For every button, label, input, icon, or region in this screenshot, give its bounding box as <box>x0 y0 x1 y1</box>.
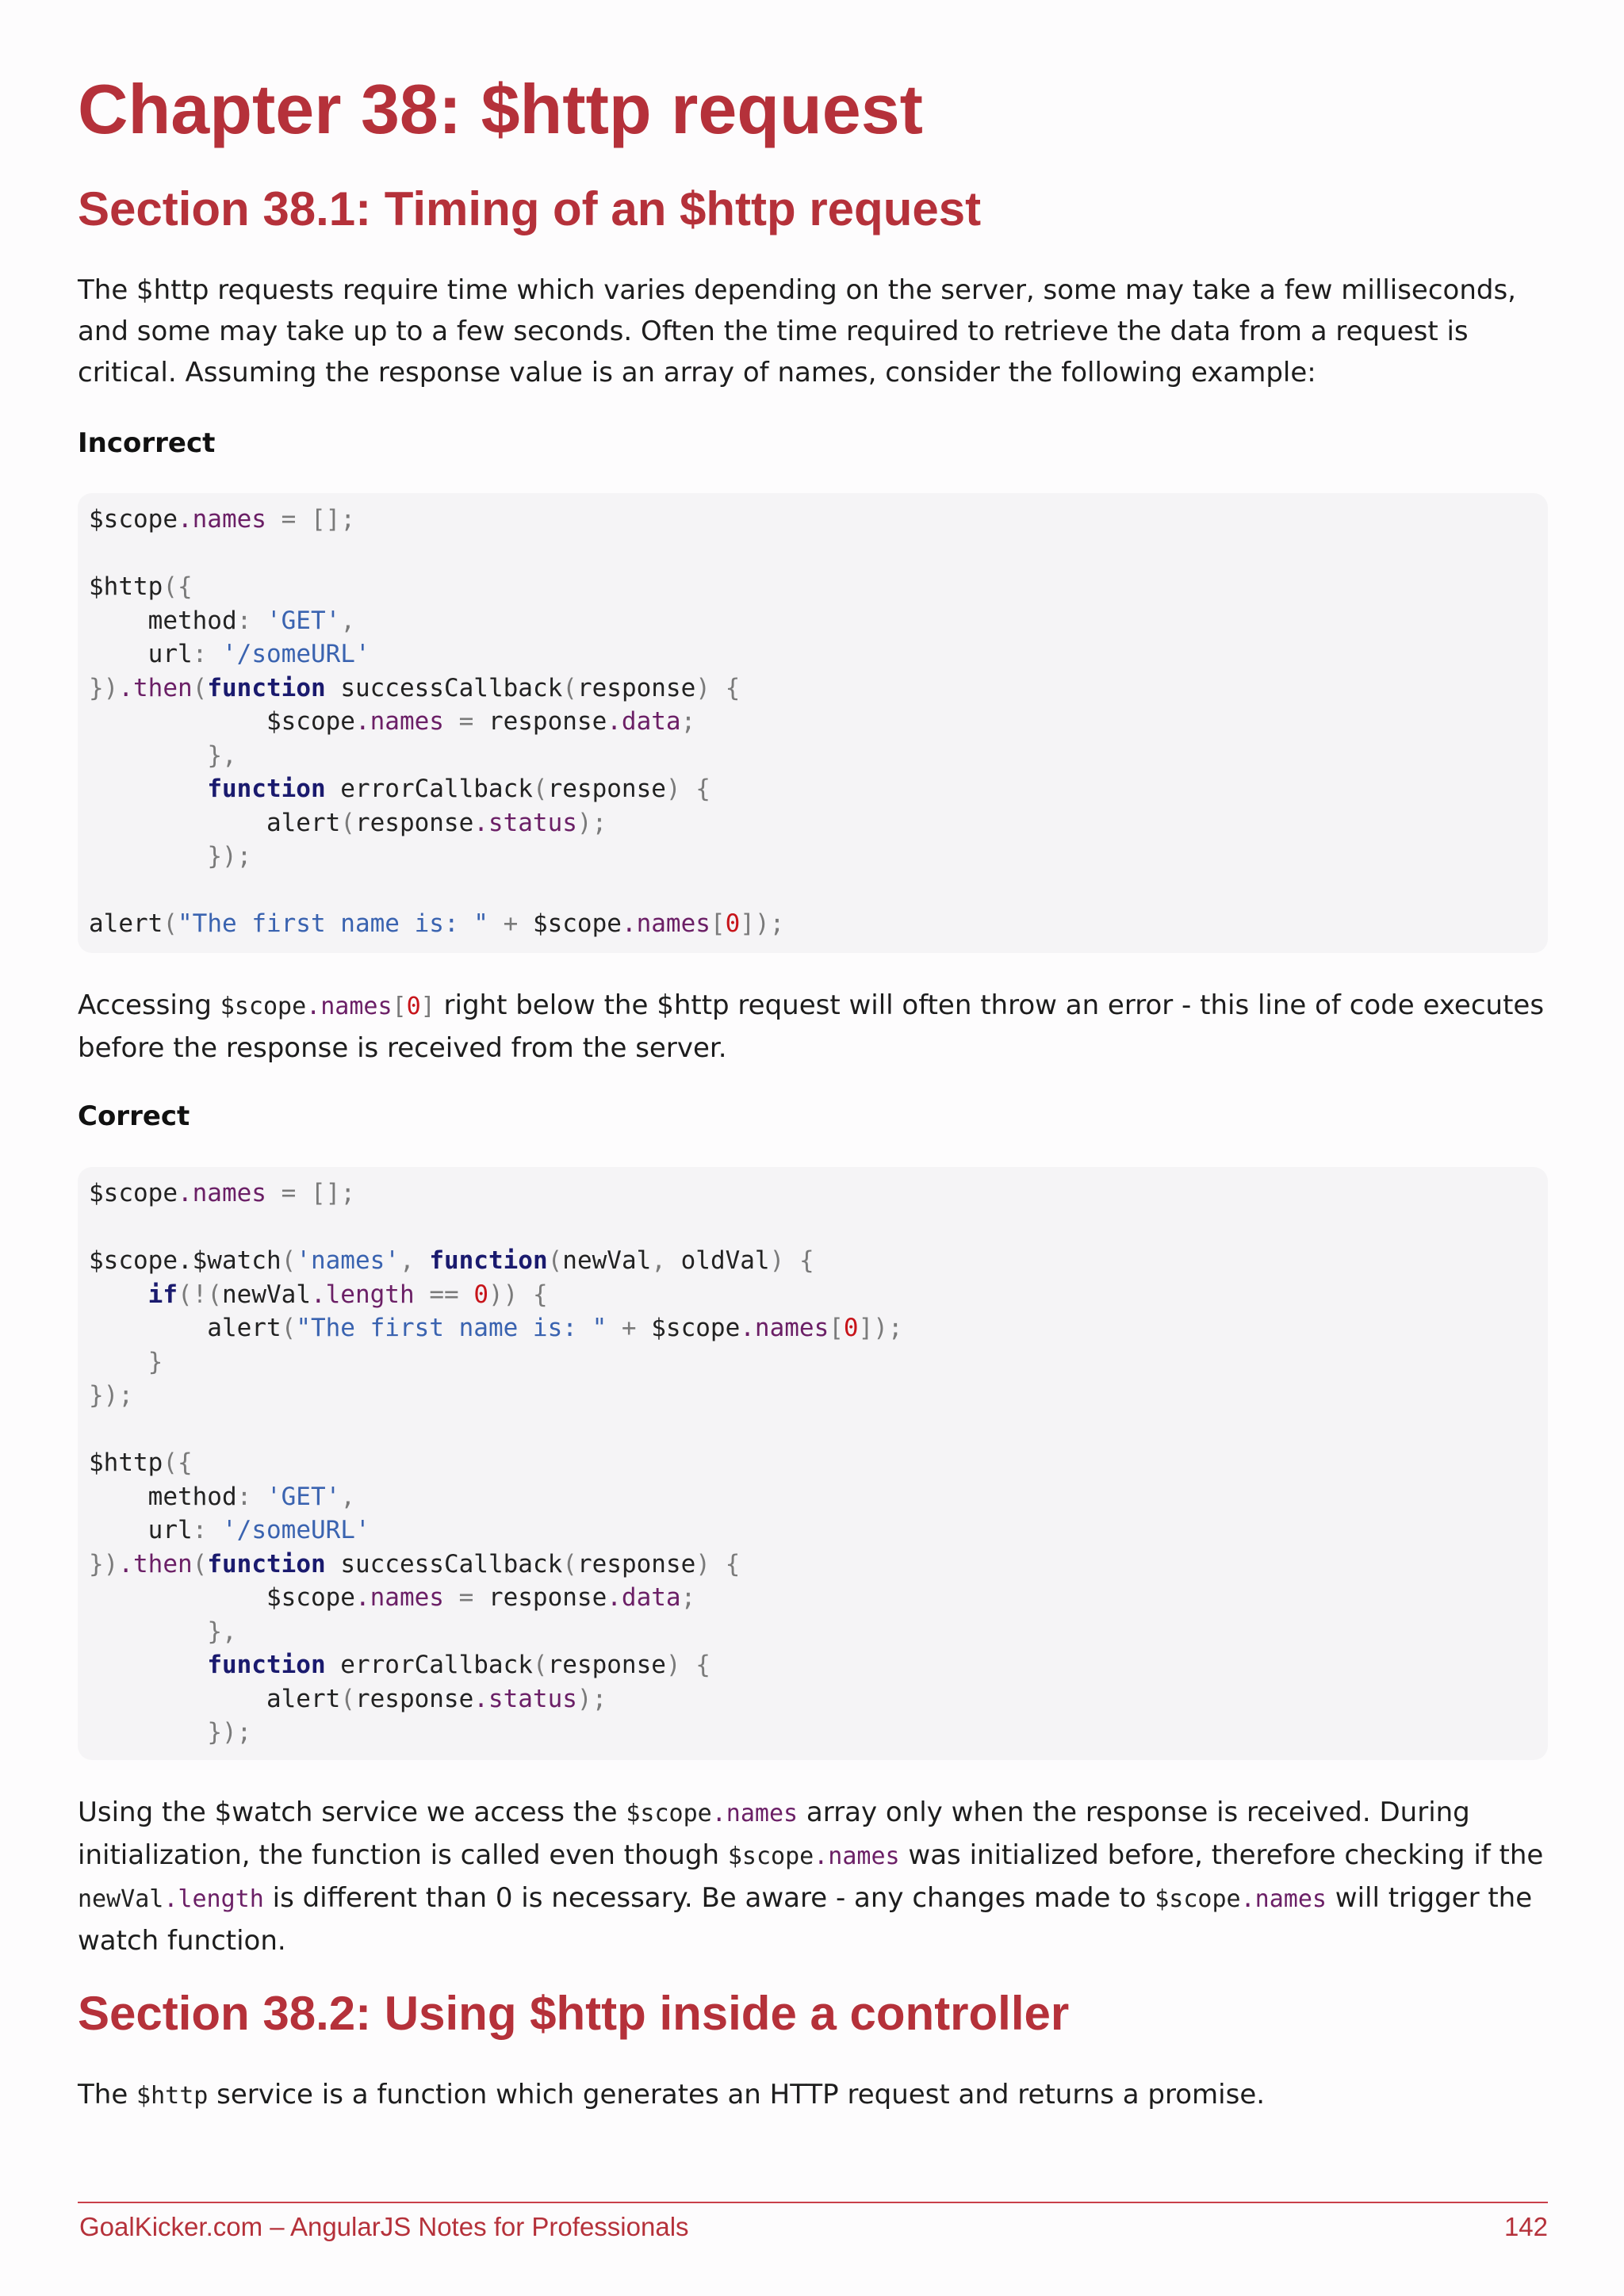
chapter-title: Chapter 38: $http request <box>78 70 923 148</box>
footer-source: GoalKicker.com – AngularJS Notes for Professionals <box>79 2212 689 2241</box>
inline-code-scope-names-0: $scope.names[0] <box>220 993 435 1020</box>
section-38-2-title: Section 38.2: Using $http inside a controller <box>78 1987 1070 2040</box>
inline-code-scope-names: $scope.names <box>1155 1885 1327 1913</box>
footer-divider <box>78 2202 1548 2203</box>
incorrect-label: Incorrect <box>78 427 216 459</box>
correct-code-block <box>78 1167 1548 1760</box>
inline-code-scope-names: $scope.names <box>626 1800 799 1827</box>
incorrect-code-block <box>78 493 1548 953</box>
section-38-1-title: Section 38.1: Timing of an $http request <box>78 182 982 235</box>
section-38-1-intro: The $http requests require time which varies depending on the server, some may take a few milliseconds, and some may take up to a few seconds. Often the time required to retrieve the data from a request is critical. Assuming the response value is an array of names, consider the following example: <box>78 274 1516 388</box>
correct-code: $scope.names = []; $scope.$watch('names', function(newVal, oldVal) { if(!(newVal.length == 0)) { alert("The first name is: " + $scope.names[0]); } }); $http({ method: 'GET', url: '/someURL' }).then(function successCallback(response) { $scope.names = response.data; }, function errorCallback(response) { alert(response.status); }); <box>89 1179 903 1747</box>
incorrect-code: $scope.names = []; $http({ method: 'GET', url: '/someURL' }).then(function successCallback(response) { $scope.names = response.data; }, function errorCallback(response) { alert(response.status); }); alert("The first name is: " + $scope.names[0]); <box>89 505 785 938</box>
section-38-2-intro: The $http service is a function which generates an HTTP request and returns a promise. <box>78 2079 1266 2110</box>
inline-code-newval-length: newVal.length <box>78 1885 264 1913</box>
correct-label: Correct <box>78 1100 190 1132</box>
after-incorrect-paragraph: Accessing $scope.names[0] right below the $http request will often throw an error - this line of code executes before the response is received from the server. <box>78 989 1545 1064</box>
inline-code-scope-names: $scope.names <box>727 1843 900 1870</box>
after-correct-paragraph: Using the $watch service we access the $scope.names array only when the response is received. During initialization, the function is called even though $scope.names was initialized before, therefore checking if the newVal.length is different than 0 is necessary. Be aware - any changes made to $scope.names will trigger the watch function. <box>78 1797 1544 1957</box>
footer-page-number: 142 <box>1503 2212 1548 2241</box>
inline-code-http: $http <box>136 2082 209 2110</box>
